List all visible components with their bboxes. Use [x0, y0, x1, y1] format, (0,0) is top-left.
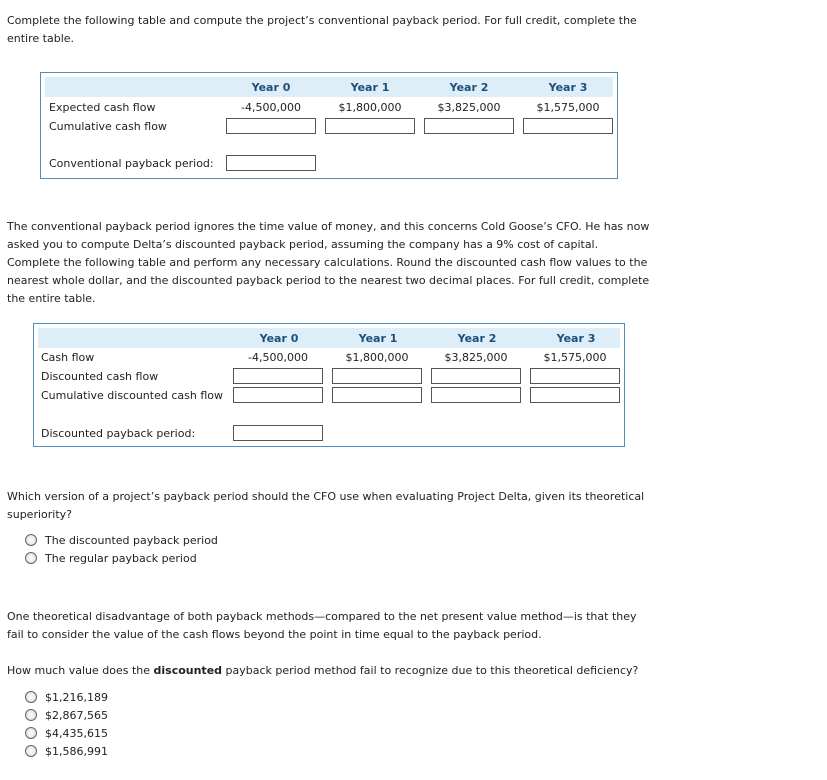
option-label: $1,586,991 [45, 744, 108, 758]
theoretical-disadvantage-text: One theoretical disadvantage of both payback methods—compared to the net present value method—is that they fail to consider the value of the cash flows beyond the point in time equal to the payback period. [7, 610, 637, 641]
radio-button-icon[interactable] [25, 552, 37, 564]
option-label: $1,216,189 [45, 690, 108, 704]
radio-button-icon[interactable] [25, 745, 37, 757]
discounted-payback-input[interactable] [233, 425, 323, 441]
cumulative-discounted-cash-flow-year-0-input[interactable] [233, 387, 323, 403]
row-label-discounted-cash-flow: Discounted cash flow [41, 370, 159, 383]
discounted-payback-label: Discounted payback period: [41, 427, 196, 440]
header-year-3: Year 3 [556, 332, 596, 345]
discounted-payback-table [33, 323, 625, 447]
cumulative-cash-flow-year-3-input[interactable] [523, 118, 613, 134]
option-label: $2,867,565 [45, 708, 108, 722]
header-year-1: Year 1 [350, 81, 390, 94]
option-value-4[interactable] [25, 743, 108, 759]
cumulative-cash-flow-year-1-input[interactable] [325, 118, 415, 134]
radio-button-icon[interactable] [25, 727, 37, 739]
cash-flow-year-1: $1,800,000 [345, 351, 409, 364]
conventional-payback-table [40, 72, 618, 179]
cash-flow-year-3: $1,575,000 [536, 101, 600, 114]
cash-flow-year-1: $1,800,000 [338, 101, 402, 114]
discounted-instructions-text: The conventional payback period ignores the time value of money, and this concerns Cold Goose’s CFO. He has now asked you to compute Delta’s discounted payback period, assuming the company has a 9% cost of capital. Complete the following table and perform any necessary calculations. Round the discounted cash flow values to the nearest whole dollar, and the discounted payback period to the nearest two decimal places. For full credit, complete the entire table. [7, 220, 650, 305]
cash-flow-year-0: -4,500,000 [241, 101, 301, 114]
conventional-payback-label: Conventional payback period: [49, 157, 214, 170]
question-text-part: How much value does the [7, 664, 154, 677]
option-discounted-payback[interactable] [25, 532, 218, 548]
row-label-cumulative-discounted-cash-flow: Cumulative discounted cash flow [41, 389, 223, 402]
radio-button-icon[interactable] [25, 691, 37, 703]
cumulative-discounted-cash-flow-year-3-input[interactable] [530, 387, 620, 403]
option-label: The discounted payback period [45, 533, 218, 547]
question-value-not-recognized [7, 662, 667, 680]
cash-flow-year-2: $3,825,000 [437, 101, 501, 114]
question-payback-version: Which version of a project’s payback period should the CFO use when evaluating Project Delta, given its theoretical superiority? [7, 490, 645, 521]
table-header-row [38, 328, 620, 348]
option-label: The regular payback period [45, 551, 197, 565]
intro-text: Complete the following table and compute the project’s conventional payback period. For full credit, complete the entire table. [7, 14, 637, 45]
discounted-cash-flow-year-0-input[interactable] [233, 368, 323, 384]
cumulative-discounted-cash-flow-year-1-input[interactable] [332, 387, 422, 403]
discounted-cash-flow-year-2-input[interactable] [431, 368, 521, 384]
option-regular-payback[interactable] [25, 550, 197, 566]
cash-flow-year-0: -4,500,000 [248, 351, 308, 364]
header-year-2: Year 2 [457, 332, 497, 345]
header-year-1: Year 1 [358, 332, 398, 345]
option-label: $4,435,615 [45, 726, 108, 740]
header-year-2: Year 2 [449, 81, 489, 94]
cumulative-cash-flow-year-2-input[interactable] [424, 118, 514, 134]
cash-flow-year-2: $3,825,000 [444, 351, 508, 364]
discounted-cash-flow-year-3-input[interactable] [530, 368, 620, 384]
cumulative-cash-flow-year-0-input[interactable] [226, 118, 316, 134]
header-year-0: Year 0 [251, 81, 291, 94]
header-year-0: Year 0 [259, 332, 299, 345]
header-year-3: Year 3 [548, 81, 588, 94]
conventional-payback-input[interactable] [226, 155, 316, 171]
discounted-cash-flow-year-1-input[interactable] [332, 368, 422, 384]
radio-button-icon[interactable] [25, 534, 37, 546]
question-bold-text: discounted [153, 664, 223, 677]
row-label-expected-cash-flow: Expected cash flow [49, 101, 156, 114]
option-value-3[interactable] [25, 725, 108, 741]
row-label-cumulative-cash-flow: Cumulative cash flow [49, 120, 167, 133]
option-value-1[interactable] [25, 689, 108, 705]
cumulative-discounted-cash-flow-year-2-input[interactable] [431, 387, 521, 403]
option-value-2[interactable] [25, 707, 108, 723]
cash-flow-year-3: $1,575,000 [543, 351, 607, 364]
radio-button-icon[interactable] [25, 709, 37, 721]
question-text-part: payback period method fail to recognize due to this theoretical deficiency? [222, 664, 639, 677]
row-label-cash-flow: Cash flow [41, 351, 95, 364]
table-header-row [45, 77, 613, 97]
